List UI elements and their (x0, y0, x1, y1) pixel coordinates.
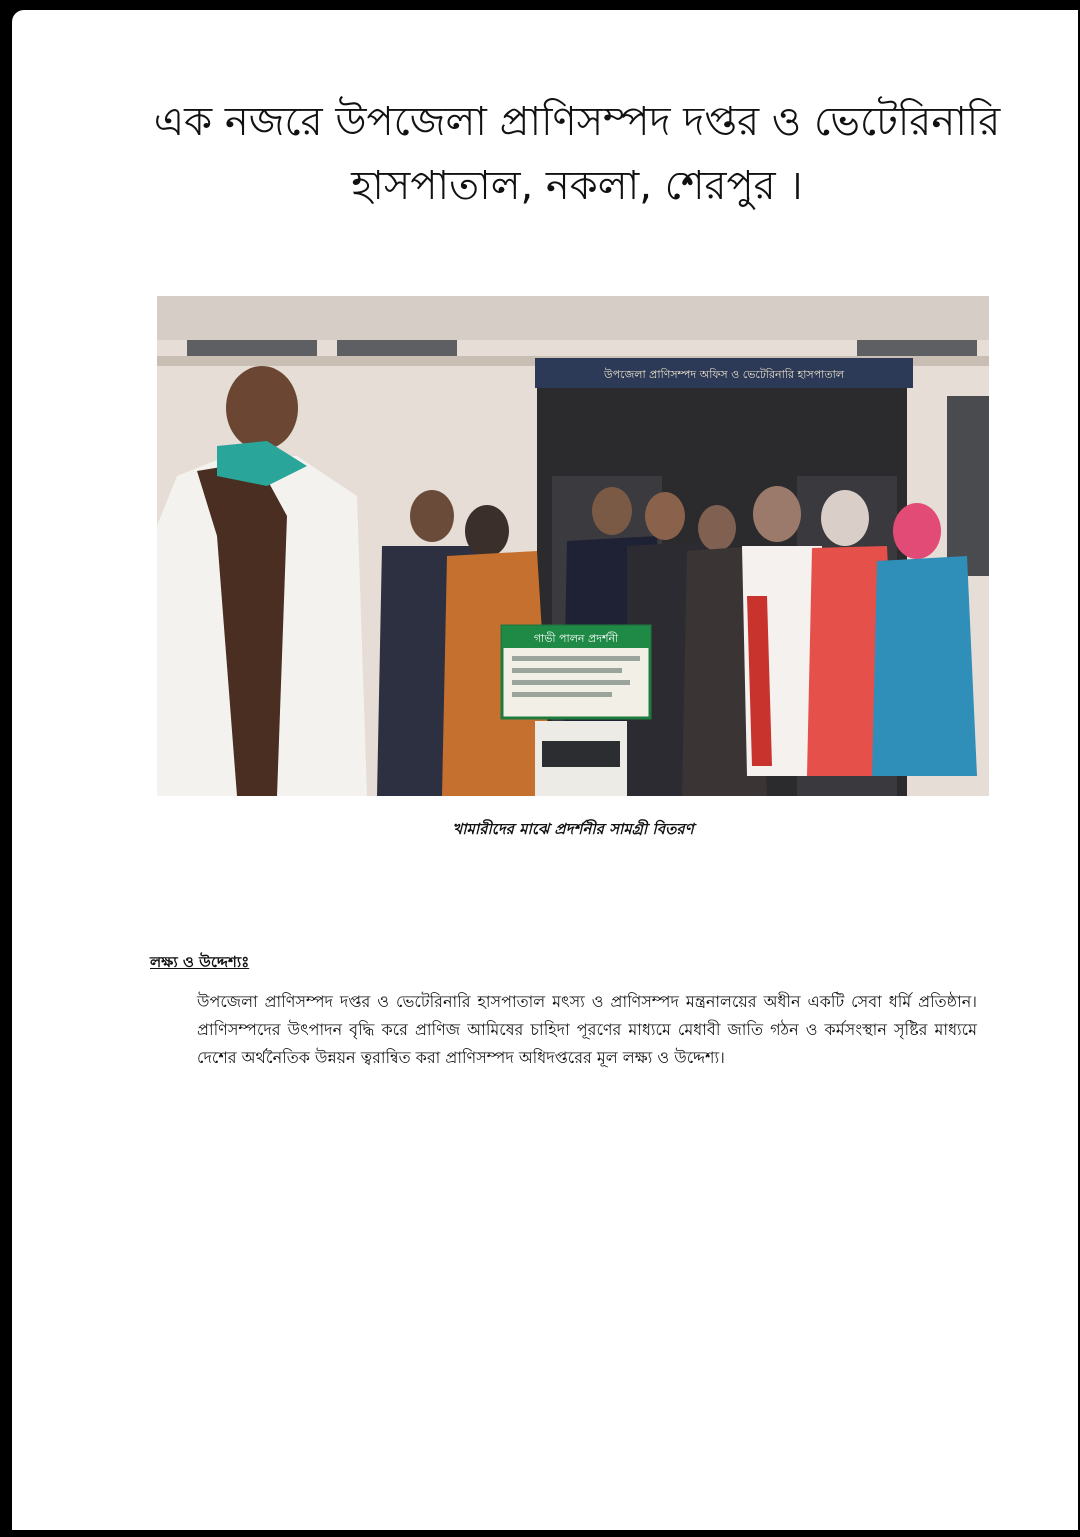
title-line-2: হাসপাতাল, নকলা, শেরপুর । (351, 163, 803, 209)
banner-text: গাভী পালন প্রদর্শনী (533, 632, 619, 645)
document-page (12, 10, 1078, 1530)
section-heading: লক্ষ্য ও উদ্দেশ্যঃ (150, 953, 250, 971)
photo-caption: খামারীদের মাঝে প্রদর্শনীর সামগ্রী বিতরণ (452, 820, 694, 838)
title-line-1: এক নজরে উপজেলা প্রাণিসম্পদ দপ্তর ও ভেটেরিনারি (153, 99, 1001, 145)
event-photo-illustration (157, 296, 989, 796)
event-photo (157, 296, 989, 796)
page-title (72, 90, 1080, 218)
sign-text: উপজেলা প্রাণিসম্পদ অফিস ও ভেটেরিনারি হাসপাতাল (604, 368, 844, 381)
section-paragraph: উপজেলা প্রাণিসম্পদ দপ্তর ও ভেটেরিনারি হাসপাতাল মৎস্য ও প্রাণিসম্পদ মন্ত্রনালয়ের অধীন একটি সেবা ধর্মি প্রতিষ্ঠান। প্রাণিসম্পদের উৎপাদন বৃদ্ধি করে প্রাণিজ আমিষের চাহিদা পূরণের মাধ্যমে মেধাবী জাতি গঠন ও কর্মসংস্থান সৃষ্টির মাধ্যমে দেশের অর্থনৈতিক উন্নয়ন ত্বরান্বিত করা প্রাণিসম্পদ অধিদপ্তরের মূল লক্ষ্য ও উদ্দেশ্য। (197, 992, 977, 1067)
